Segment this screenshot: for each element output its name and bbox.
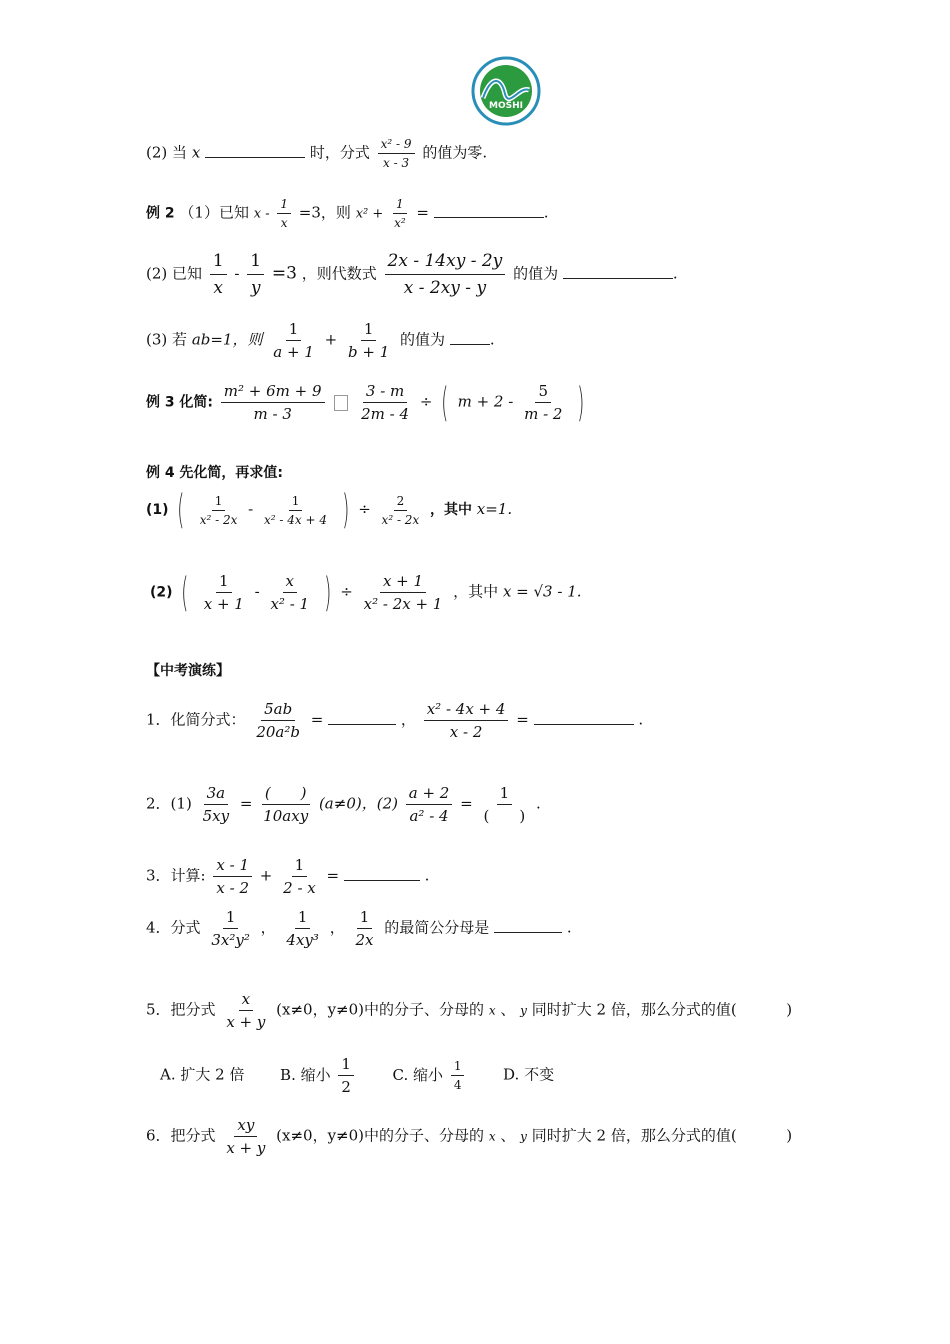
ex2-p3-label: (3) 若 [146,330,188,349]
fraction-denominator: m - 3 [253,405,292,423]
q5-sep: 、 [500,1000,516,1019]
ex2-p1-fraction [277,197,291,230]
fraction-numerator: xy [234,1116,257,1137]
ex4-p2-div: ÷ [340,582,353,601]
ex4-p2-frac3 [361,572,446,613]
fraction-denominator: a² - 4 [409,807,449,825]
option-text: 缩小 [300,1065,331,1084]
ex2-p3-plus: + [324,330,338,349]
left-paren-icon: ( [181,569,189,616]
q5-var-y: y [520,1003,527,1018]
ex2-p1-label: （1）已知 [179,203,249,222]
ex2-p1-expr: x - [253,206,270,222]
fraction-denominator: x² - 1 [270,595,310,613]
ex2-p1-x2: x² + [355,206,384,222]
fraction-denominator: y [250,278,261,298]
right-paren-icon: ) [577,379,585,426]
fraction-numerator: x [283,572,297,593]
ex4-p1-where: ，其中 [430,502,472,518]
fraction-numerator: 1 [210,250,227,275]
fraction-denominator: 2m - 4 [361,405,410,423]
q2-frac1 [200,784,232,825]
fraction-numerator: 1 [277,197,291,214]
ex4-p1-div: ÷ [358,500,371,518]
q6-var-y: y [520,1129,527,1144]
fraction-denominator: x - 2 [216,879,249,897]
q2-label: 2．(1) [146,794,192,813]
q4-tail: 的最简公分母是 [384,918,490,937]
fraction-numerator: x² - 9 [378,137,415,154]
question-3 [146,856,429,897]
ex3 [146,379,589,426]
ex4-p2-frac2 [267,572,312,613]
fraction-numerator: 1 [361,320,377,341]
ex4-p1-val: x=1. [476,500,513,518]
left-paren-icon: ( [177,487,185,533]
q5-cond: (x≠0，y≠0)中的分子、分母的 [276,1000,485,1019]
fraction-numerator: a + 2 [406,784,453,805]
ex3-inner: m + 2 - [457,392,514,411]
multiply-placeholder-icon [334,395,348,411]
fraction-denominator: x² - 2x + 1 [363,595,443,613]
fraction-denominator: x [213,278,224,298]
question-4 [146,908,572,949]
option-key: C. [392,1065,409,1084]
answer-blank[interactable] [563,264,673,279]
section-heading [146,660,230,681]
ex2-title: 例 2 [146,205,175,222]
fraction-denominator: 4xy³ [286,931,319,949]
ex2-p1-eq: =3，则 [298,203,351,222]
ex1-2-mid: 时，分式 [309,143,370,162]
fraction-numerator: 1 [286,320,302,341]
option-fraction [451,1059,465,1092]
q4-end: . [566,918,572,937]
q2-cond: (a≠0)，(2) [318,794,398,813]
ex1-2-fraction [378,137,415,170]
fraction-denominator: 4 [453,1078,462,1092]
q5-var-x: x [488,1003,496,1018]
answer-blank[interactable] [205,143,305,158]
fraction-numerator: 1 [393,197,407,214]
ex2-p2-frac1 [210,250,227,299]
q4-frac1 [208,908,253,949]
ex4-part1 [146,487,513,533]
ex4-p1-minus: - [248,500,254,518]
q3-frac2 [280,856,319,897]
ex3-div: ÷ [419,392,433,411]
q1-sep: ， [400,710,416,729]
q5-tail: 同时扩大 2 倍，那么分式的值( [531,1000,737,1019]
q4-frac3 [353,908,377,949]
fraction-numerator: 3 - m [363,382,407,403]
fraction-numerator: x [239,990,253,1011]
fraction-numerator: m² + 6m + 9 [221,382,325,403]
ex4-p2-where: ，其中 [453,582,499,601]
ex2-p2-label: (2) 已知 [146,264,203,283]
ex4-label: 先化简，再求值: [179,465,284,481]
left-paren-icon: ( [441,379,449,426]
q1-label: 1．化简分式： [146,710,246,729]
ex4-p1-frac2 [261,494,330,527]
fraction-denominator: 3x²y² [211,931,250,949]
q1-frac1 [253,700,303,741]
ex2-p3-tail: 的值为 [400,330,446,349]
fraction-denominator: m - 2 [524,405,563,423]
ex4-part2 [150,569,582,616]
fraction-denominator: x² - 4x + 4 [264,512,328,527]
option-key: D. [503,1065,520,1084]
answer-blank[interactable] [534,710,634,725]
fraction-numerator: 1 [223,908,239,929]
q6-var-x: x [488,1129,496,1144]
answer-blank[interactable] [344,866,420,881]
ex4-p2-label: (2) [150,584,173,601]
q4-label: 4．分式 [146,918,201,937]
fraction-numerator: 1 [289,494,303,511]
fraction-denominator: x + 1 [203,595,244,613]
ex4-p1-label: (1) [146,502,169,518]
q3-eq: = [326,866,340,885]
fraction-denominator: x + y [226,1013,266,1031]
ex2-p3-frac2 [345,320,392,361]
q6-frac [223,1116,268,1157]
q1-frac2 [424,700,509,741]
right-paren-icon: ) [342,487,350,533]
answer-blank[interactable] [434,203,544,218]
q2-eq2: = [460,794,473,813]
fraction-denominator: x + y [226,1139,266,1157]
fraction-denominator: 5xy [202,807,230,825]
q6-tail: 同时扩大 2 倍，那么分式的值( [531,1126,737,1145]
ex2-p2-minus: - [234,264,240,283]
answer-blank[interactable] [328,710,396,725]
option-key: A. [160,1065,176,1084]
fraction-numerator: 1 [295,908,311,929]
q1-end: . [638,710,644,729]
ex4-title: 例 4 [146,465,175,481]
ex2-p3-cond: ab=1，则 [191,330,263,349]
fraction-denominator: x - 3 [383,156,410,170]
fraction-numerator: 1 [216,572,232,593]
ex3-frac1 [221,382,325,423]
q3-plus: + [259,866,273,885]
q4-sep2: ， [329,918,345,937]
fraction-numerator: 1 [338,1055,354,1076]
ex3-label: 化简: [179,394,214,411]
fraction-denominator: 2 [341,1078,351,1096]
fraction-numerator: 2 [394,494,408,511]
q2-eq: = [239,794,253,813]
q5-option-b[interactable] [280,1055,362,1096]
ex1-2-tail: 的值为零. [422,143,488,162]
question-2 [146,784,541,825]
ex2-p1-fraction2 [391,197,409,230]
fraction-denominator: x² - 2x [381,512,420,527]
ex4-p1-frac3 [379,494,423,527]
ex2-p2-eq: =3 [271,263,297,284]
fraction-numerator: x² - 4x + 4 [424,700,509,721]
ex2-part1: 例 2 （1）已知 x - $\frac{1}{x}$ =3，则 x² + $\frac{1}{\text{x²}}$ = . [146,197,549,230]
ex2-p1-end: = [416,203,429,222]
fraction-denominator: a + 1 [273,343,314,361]
q3-frac1 [213,856,252,897]
q5-options [160,1055,554,1096]
ex2-p2-mid: ，则代数式 [301,264,377,283]
fraction-denominator: 20a²b [256,723,300,741]
fraction-numerator: 1 [497,784,513,805]
fraction-denominator: 2 - x [283,879,316,897]
q5-label: 5．把分式 [146,1000,216,1019]
option-text: 扩大 2 倍 [180,1065,245,1084]
ex2-part2: (2) 已知 $\frac{1}{x}$ - $\frac{1}{y}$ =3 ，则代数式 $\frac{2x - 14xy - 2y}{x - 2xy - y}$ 的值为 . [146,251,678,298]
school-logo [471,56,541,126]
q4-sep1: ， [260,918,276,937]
option-text: 缩小 [413,1065,444,1084]
fraction-numerator: 1 [247,250,264,275]
fraction-numerator: x + 1 [380,572,426,593]
q3-label: 3．计算: [146,866,206,885]
ex3-frac2 [358,382,412,423]
ex1-2-label: (2) 当 [146,143,188,162]
ex2-p3-frac1 [270,320,317,361]
question-1 [146,700,643,741]
fraction-denominator: x² [394,216,406,230]
option-fraction [338,1055,354,1096]
q5-frac [223,990,268,1031]
option-text: 不变 [524,1065,555,1084]
fraction-numerator: 1 [292,856,308,877]
q5-option-a[interactable] [160,1066,249,1084]
q6-sep: 、 [500,1126,516,1145]
section-title: 【中考演练】 [146,663,230,679]
q6-cond: (x≠0，y≠0)中的分子、分母的 [276,1126,485,1145]
fraction-numerator: 1 [212,494,226,511]
q2-frac4 [480,784,528,825]
ex2-p2-frac3 [385,250,506,299]
q5-close: ) [786,1000,793,1019]
ex4-p2-frac1 [201,572,247,613]
fraction-denominator: b + 1 [348,343,390,361]
ex3-title: 例 3 [146,394,175,411]
fraction-denominator: x - 2 [449,723,483,741]
fraction-numerator: 1 [357,908,373,929]
right-paren-icon: ) [324,569,332,616]
ex2-p2-tail: 的值为 [513,264,559,283]
fraction-denominator[interactable]: ( ) [483,807,526,825]
fraction-numerator: 5ab [261,700,295,721]
q4-frac2 [283,908,322,949]
ex4-p1-frac1 [197,494,241,527]
ex4-p2-val: x = √3 - 1. [502,582,582,601]
q2-end: . [535,794,541,813]
q2-frac3 [406,784,453,825]
fraction-denominator: x - 2xy - y [403,278,487,298]
ex4-header [146,462,283,483]
logo-brand: MOSHI [489,101,523,111]
fraction-numerator: 3a [204,784,229,805]
fraction-numerator: x - 1 [213,856,252,877]
fraction-denominator: 10axy [263,807,309,825]
fraction-numerator[interactable]: ( ) [262,784,310,805]
q2-frac2 [260,784,311,825]
ex1-2-var: x [191,143,201,162]
ex2-p2-frac2 [247,250,264,299]
q6-label: 6．把分式 [146,1126,216,1145]
q5-option-c[interactable] [392,1059,473,1092]
ex2-part3: (3) 若 ab=1，则 $\frac{1}{a + 1}$ + $\frac{1}{b + 1}$ 的值为 . [146,320,495,361]
fraction-numerator: 1 [451,1059,465,1076]
ex3-frac3 [521,382,565,423]
ex4-p2-minus: - [254,582,260,601]
question-6 [146,1116,792,1157]
fraction-denominator: 2x [355,931,374,949]
ex1-part2 [146,137,487,170]
answer-blank[interactable] [494,918,562,933]
q6-close: ) [786,1126,793,1145]
option-key: B. [280,1065,296,1084]
fraction-numerator: 2x - 14xy - 2y [385,250,506,275]
q5-option-d[interactable] [503,1066,554,1084]
question-5 [146,990,792,1031]
fraction-denominator: x [280,216,288,230]
fraction-denominator: x² - 2x [199,512,238,527]
answer-blank[interactable] [450,330,490,345]
q1-eq2: = [516,710,529,729]
q1-eq: = [310,710,324,729]
fraction-numerator: 5 [535,382,551,403]
q3-end: . [424,866,430,885]
